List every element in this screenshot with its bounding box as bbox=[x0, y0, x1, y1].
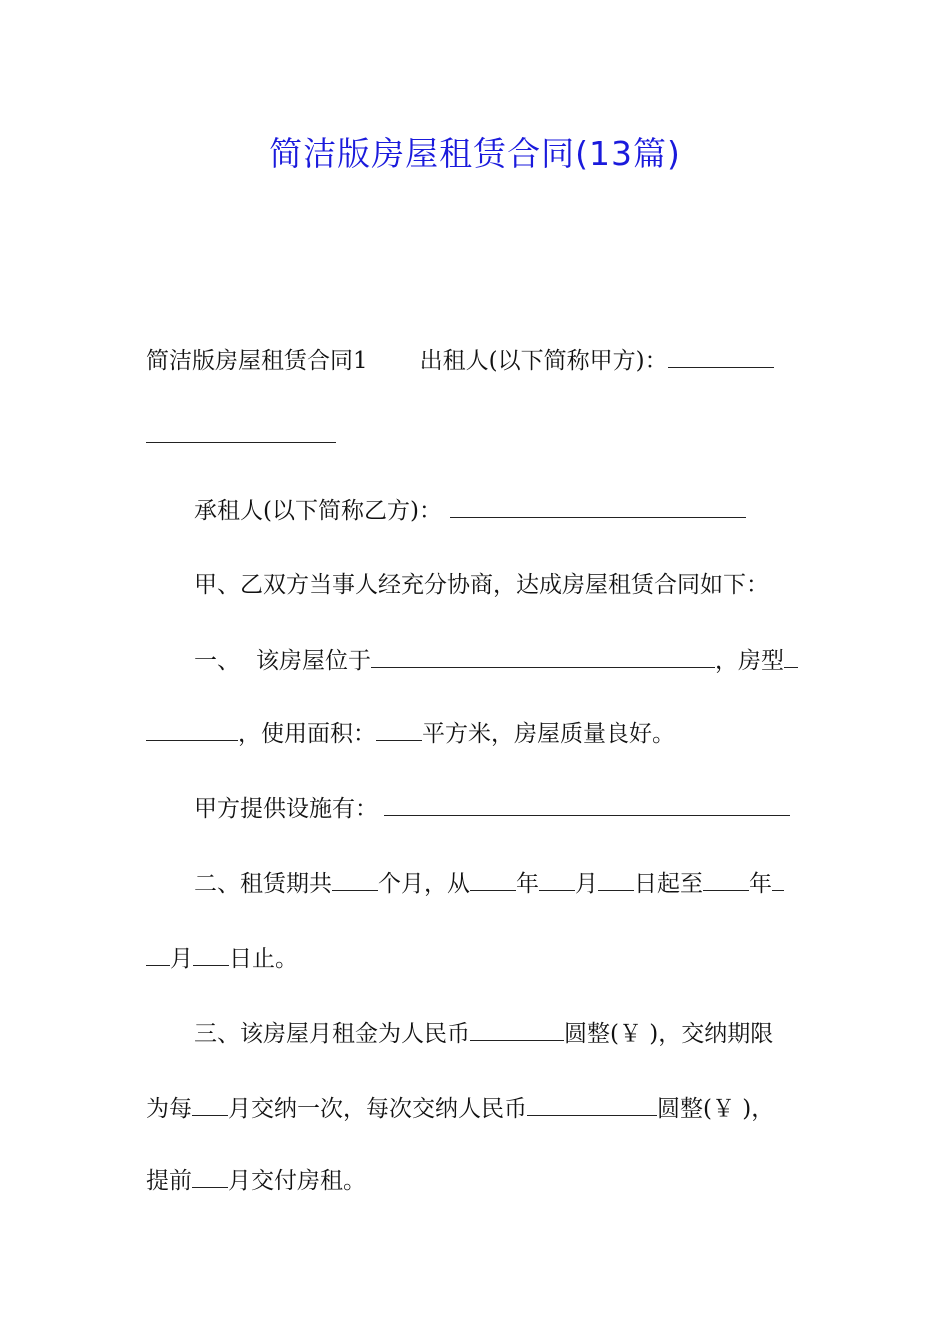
area-line bbox=[146, 718, 675, 749]
start-year-blank bbox=[470, 868, 516, 891]
term-months-blank bbox=[332, 868, 378, 891]
rent-amount-blank bbox=[470, 1018, 564, 1041]
contract-subtitle: 简洁版房屋租赁合同1 bbox=[146, 348, 368, 374]
rent-label: 三、该房屋月租金为人民币 bbox=[194, 1021, 470, 1047]
advance-months-blank bbox=[192, 1165, 228, 1188]
area-blank bbox=[376, 718, 422, 741]
facilities-label: 甲方提供设施有： bbox=[194, 796, 378, 822]
advance-line bbox=[146, 1165, 366, 1196]
clause-one-number: 一、 bbox=[194, 648, 240, 674]
payment-unit-label: 圆整(￥ )， bbox=[657, 1096, 775, 1122]
advance-label: 提前 bbox=[146, 1168, 192, 1194]
layout-blank-2 bbox=[146, 718, 238, 741]
advance-end-label: 月交付房租。 bbox=[228, 1168, 366, 1194]
lessee-line bbox=[194, 495, 746, 526]
rent-unit-label: 圆整(￥ )，交纳期限 bbox=[564, 1021, 774, 1047]
area-unit: 平方米，房屋质量良好。 bbox=[422, 721, 675, 747]
payment-every-label: 为每 bbox=[146, 1096, 192, 1122]
facilities-blank bbox=[384, 793, 790, 816]
rent-line bbox=[194, 1018, 773, 1049]
lessor-label: 出租人(以下简称甲方)： bbox=[419, 348, 668, 374]
payment-line bbox=[146, 1093, 774, 1124]
term-end-line bbox=[146, 943, 298, 974]
end-year-label: 年 bbox=[749, 871, 772, 897]
end-day-blank bbox=[193, 943, 229, 966]
start-day-blank bbox=[598, 868, 634, 891]
term-line bbox=[194, 868, 784, 899]
agreement-intro: 甲、乙双方当事人经充分协商，达成房屋租赁合同如下： bbox=[194, 572, 769, 598]
payment-interval-blank bbox=[192, 1093, 228, 1116]
lessor-blank-continuation bbox=[146, 420, 336, 451]
facilities-line bbox=[194, 793, 790, 824]
clause-one-line bbox=[194, 645, 798, 676]
year-label: 年 bbox=[516, 871, 539, 897]
term-from-label: 个月，从 bbox=[378, 871, 470, 897]
payment-amount-label: 月交纳一次，每次交纳人民币 bbox=[228, 1096, 527, 1122]
end-month-label: 月 bbox=[170, 946, 193, 972]
layout-label: ，房型 bbox=[715, 648, 784, 674]
payment-amount-blank bbox=[527, 1093, 657, 1116]
area-label: ，使用面积： bbox=[238, 721, 376, 747]
start-month-blank bbox=[539, 868, 575, 891]
month-label: 月 bbox=[575, 871, 598, 897]
end-day-label: 日止。 bbox=[229, 946, 298, 972]
document-title: 简洁版房屋租赁合同(13篇) bbox=[269, 134, 681, 173]
location-label: 该房屋位于 bbox=[256, 648, 371, 674]
until-label: 日起至 bbox=[634, 871, 703, 897]
lessor-blank-2 bbox=[146, 420, 336, 443]
end-year-blank bbox=[703, 868, 749, 891]
lessor-blank bbox=[668, 345, 774, 368]
end-month-blank bbox=[772, 868, 784, 891]
end-month-blank-2 bbox=[146, 943, 170, 966]
layout-blank bbox=[784, 645, 798, 668]
location-blank bbox=[371, 645, 715, 668]
lessee-label: 承租人(以下简称乙方)： bbox=[194, 498, 442, 524]
lessee-blank bbox=[450, 495, 746, 518]
term-label: 二、租赁期共 bbox=[194, 871, 332, 897]
contract-heading-line bbox=[146, 345, 774, 376]
